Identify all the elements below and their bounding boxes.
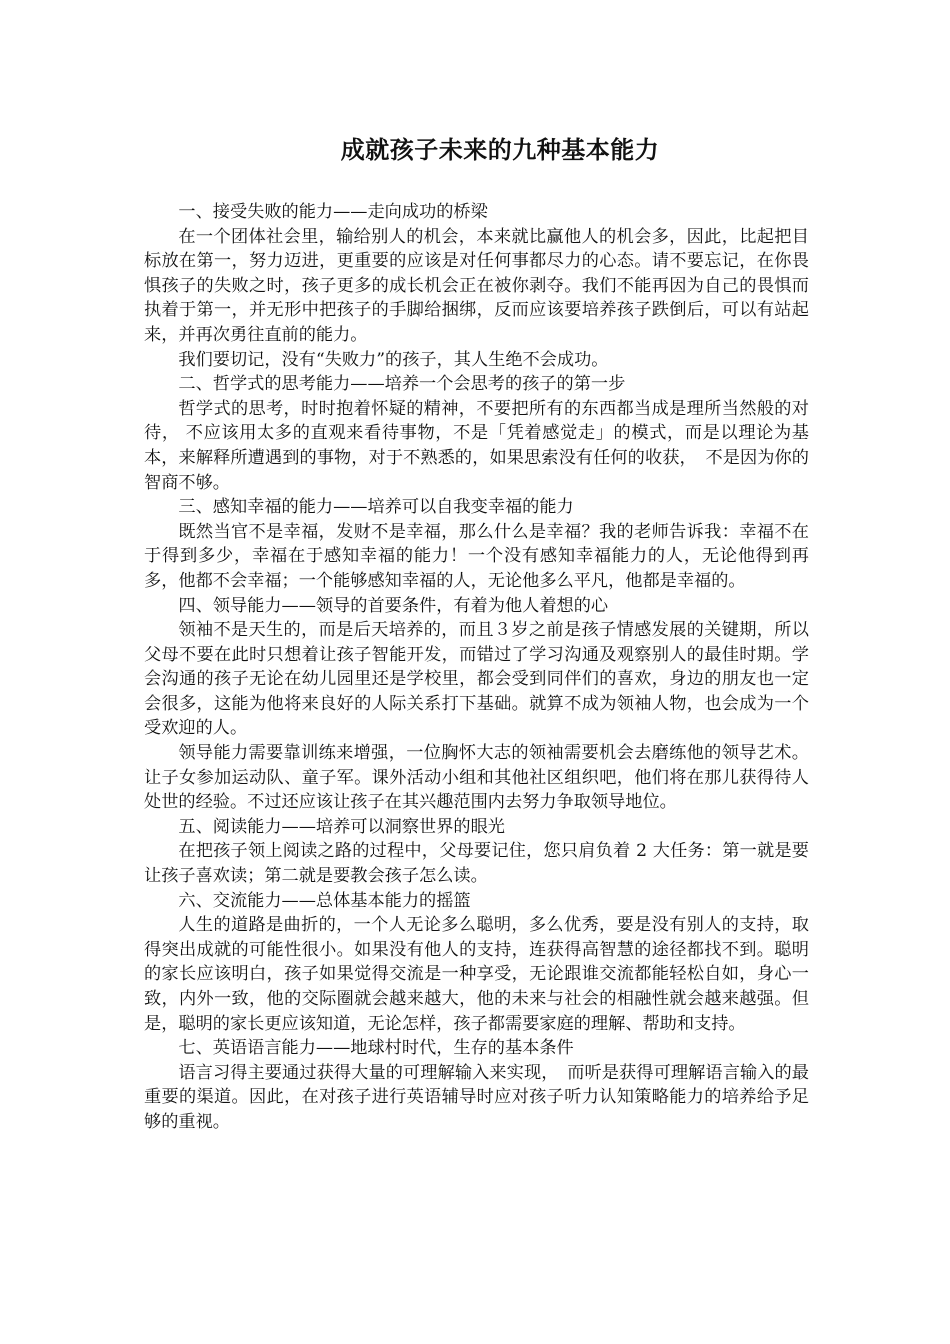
body-paragraph: 哲学式的思考，时时抱着怀疑的精神，不要把所有的东西都当成是理所当然般的对待， 不应该用太多的直观来看待事物，不是「凭着感觉走」的模式，而是以理论为基本，来解释所遭遇到的事物，对于不熟悉的，如果思索没有任何的收获， 不是因为你的智商不够。 (144, 398, 809, 493)
body-paragraph: 我们要切记，没有“失败力”的孩子，其人生绝不会成功。 (178, 349, 609, 370)
section-heading-2: 二、哲学式的思考能力——培养一个会思考的孩子的第一步 (178, 374, 626, 395)
section-heading-6: 六、交流能力——总体基本能力的摇篮 (178, 890, 471, 911)
section-heading-1: 一、接受失败的能力——走向成功的桥梁 (178, 202, 488, 222)
section-heading-5: 五、阅读能力——培养可以洞察世界的眼光 (178, 816, 505, 837)
body-paragraph: 领导能力需要靠训练来增强，一位胸怀大志的领袖需要机会去磨练他的领导艺术。让子女参加运动队、童子军。课外活动小组和其他社区组织吧，他们将在那儿获得待人处世的经验。不过还应该让孩子在其兴趣范围内去努力争取领导地位。 (144, 743, 809, 813)
body-paragraph: 语言习得主要通过获得大量的可理解输入来实现， 而听是获得可理解语言输入的最重要的渠道。因此，在对孩子进行英语辅导时应对孩子听力认知策略能力的培养给予足够的重视。 (144, 1062, 809, 1132)
document-title: 成就孩子未来的九种基本能力 (340, 136, 660, 164)
body-paragraph: 既然当官不是幸福，发财不是幸福，那么什么是幸福？我的老师告诉我：幸福不在于得到多少，幸福在于感知幸福的能力！一个没有感知幸福能力的人，无论他得到再多，他都不会幸福；一个能够感知幸福的人，无论他多么平凡，他都是幸福的。 (144, 521, 809, 591)
section-heading-7: 七、英语语言能力——地球村时代，生存的基本条件 (178, 1038, 574, 1059)
body-paragraph: 人生的道路是曲折的，一个人无论多么聪明，多么优秀，要是没有别人的支持，取得突出成就的可能性很小。如果没有他人的支持，连获得高智慧的途径都找不到。聪明的家长应该明白，孩子如果觉得交流是一种享受，无论跟谁交流都能轻松自如，身心一致，内外一致，他的交际圈就会越来越大，他的未来与社会的相融性就会越来越强。但是，聪明的家长更应该知道，无论怎样，孩子都需要家庭的理解、帮助和支持。 (144, 915, 809, 1034)
body-paragraph: 领袖不是天生的，而是后天培养的，而且３岁之前是孩子情感发展的关键期，所以父母不要在此时只想着让孩子智能开发，而错过了学习沟通及观察别人的最佳时期。学会沟通的孩子无论在幼儿园里还是学校里，都会受到同伴们的喜欢，身边的朋友也一定会很多，这能为他将来良好的人际关系打下基础。就算不成为领袖人物，也会成为一个受欢迎的人。 (144, 620, 809, 739)
body-paragraph: 在一个团体社会里，输给别人的机会，本来就比赢他人的机会多，因此，比起把目标放在第一，努力迈进，更重要的应该是对任何事都尽力的心态。请不要忘记，在你畏惧孩子的失败之时，孩子更多的成长机会正在被你剥夺。我们不能再因为自己的畏惧而执着于第一，并无形中把孩子的手脚给捆绑，反而应该要培养孩子跌倒后，可以有站起来，并再次勇往直前的能力。 (144, 226, 809, 345)
body-paragraph: 在把孩子领上阅读之路的过程中，父母要记住，您只肩负着 2 大任务：第一就是要让孩子喜欢读；第二就是要教会孩子怎么读。 (144, 841, 809, 887)
section-heading-4: 四、领导能力——领导的首要条件，有着为他人着想的心 (178, 595, 609, 616)
section-heading-3: 三、感知幸福的能力——培养可以自我变幸福的能力 (178, 497, 574, 518)
document-body (144, 200, 809, 1135)
